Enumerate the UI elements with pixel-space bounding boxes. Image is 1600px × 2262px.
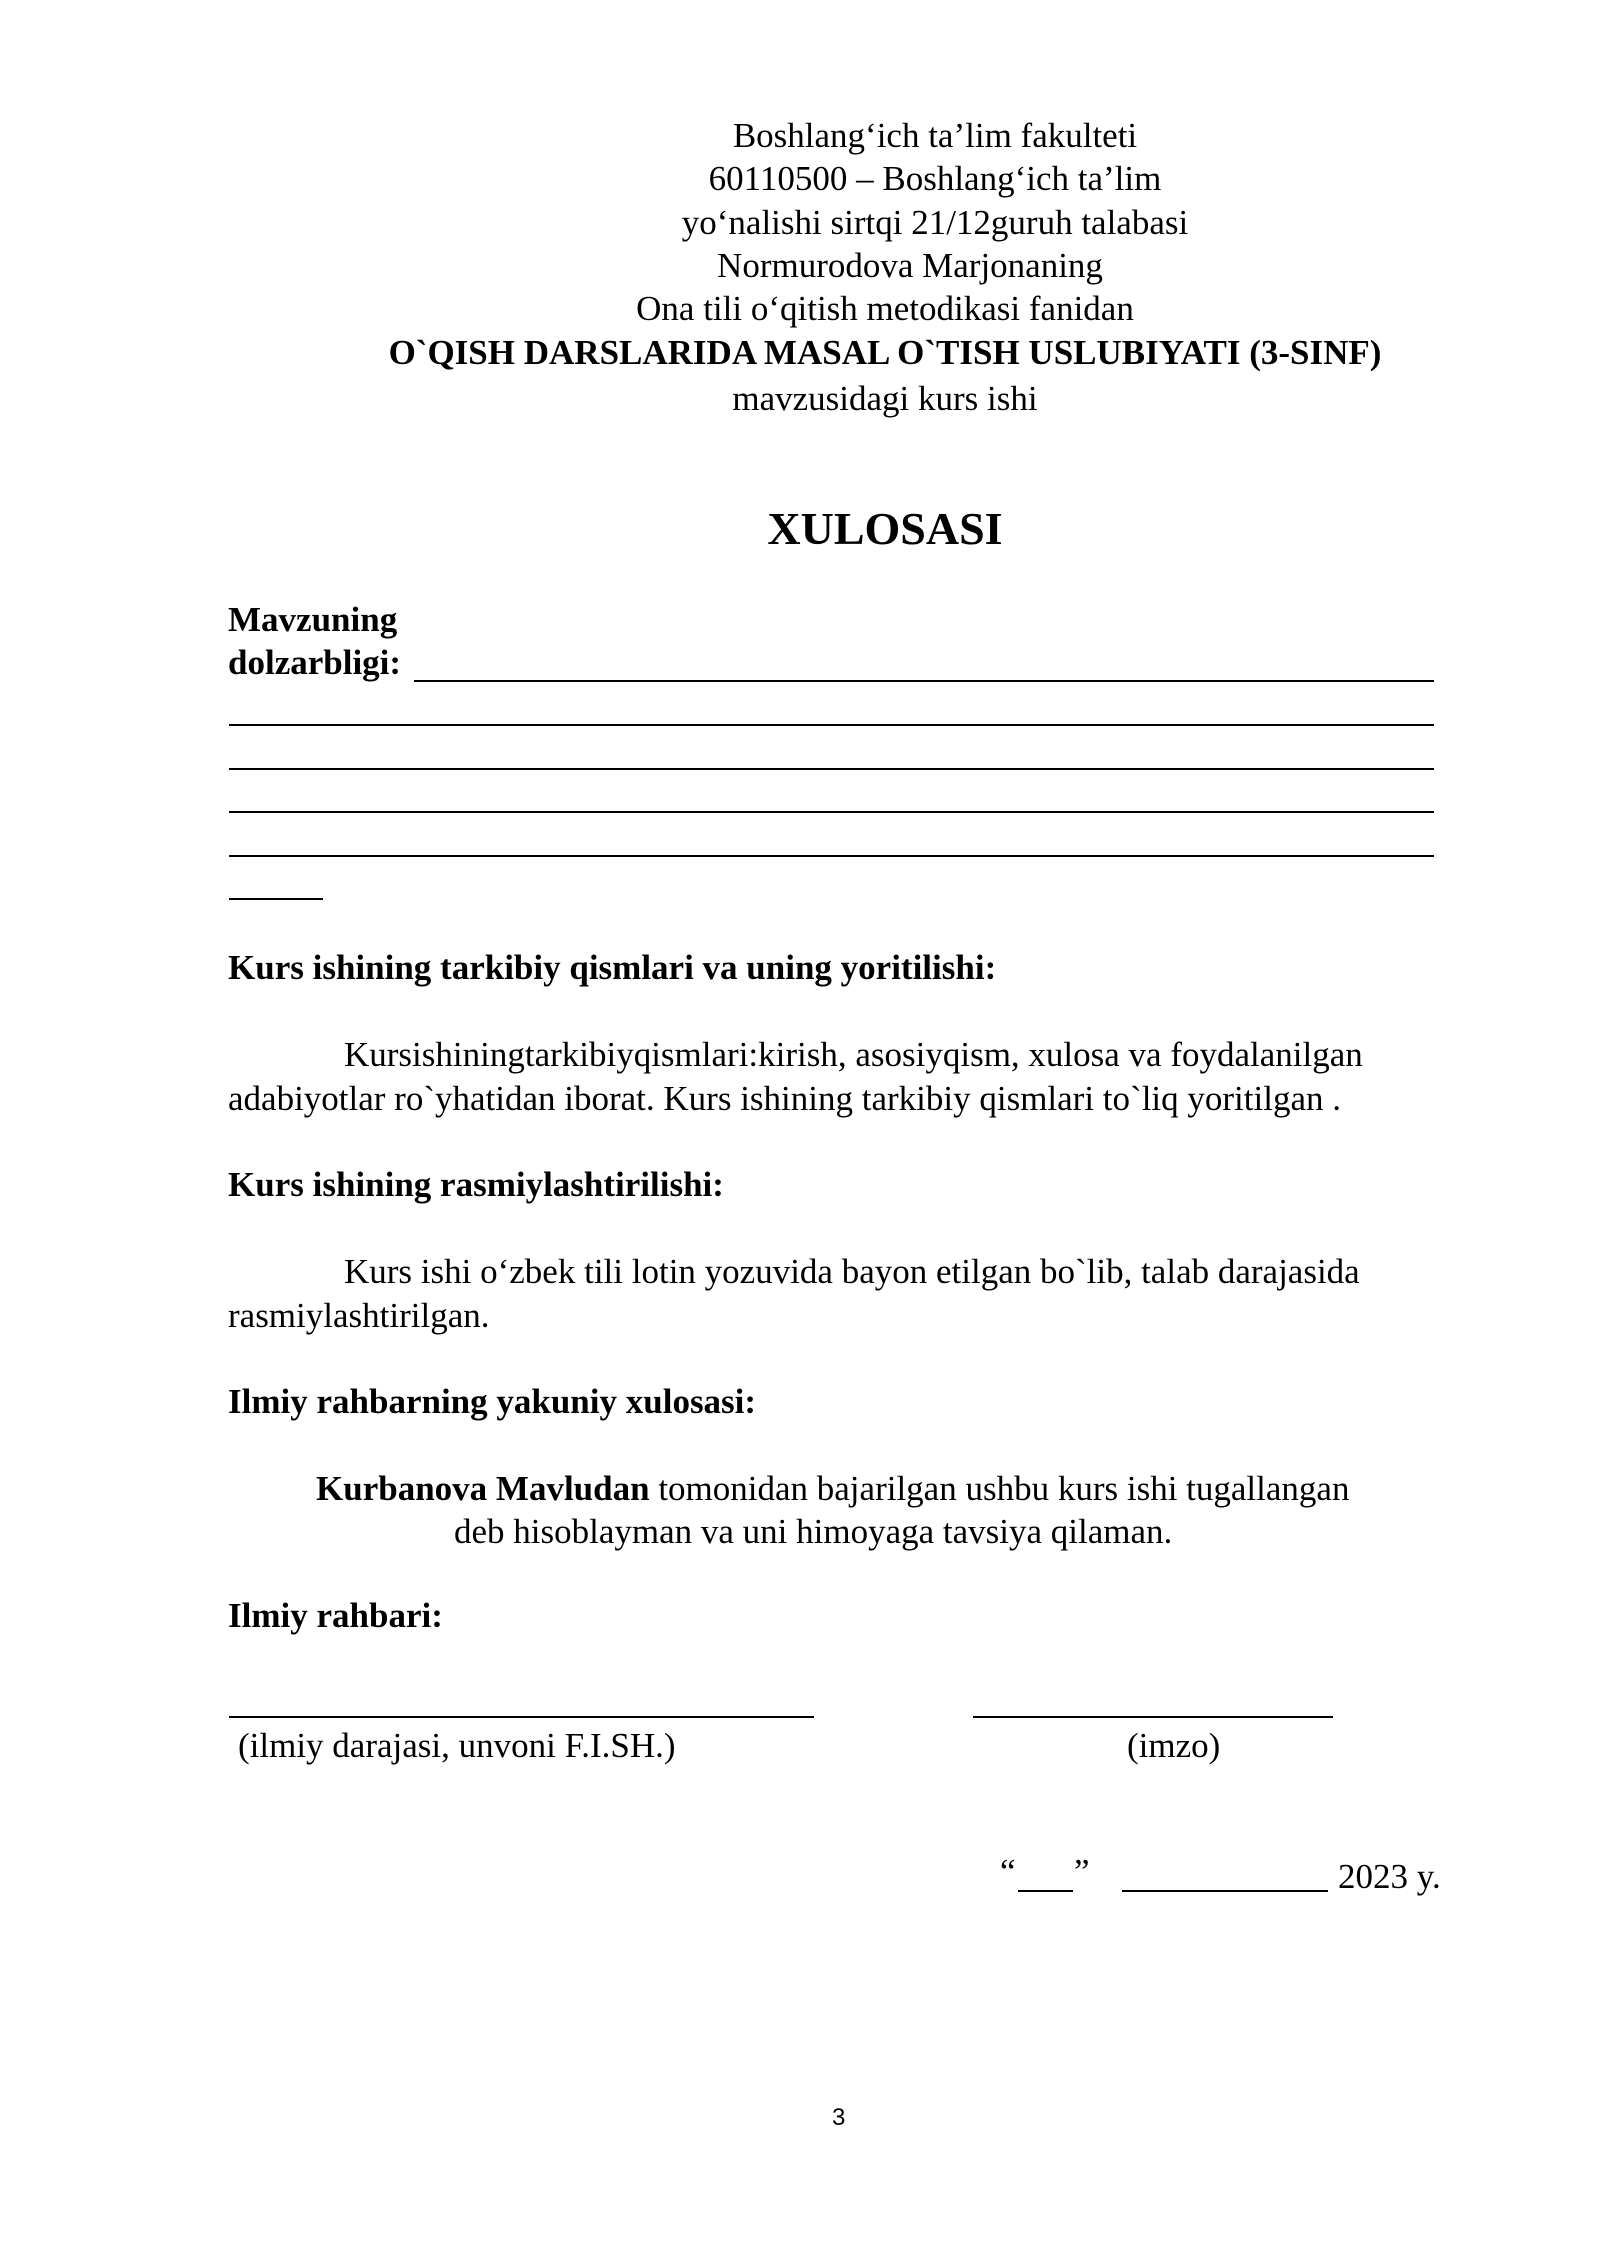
formatting-text-line2: rasmiylashtirilgan. [228, 1296, 490, 1335]
structure-text-line1: Kursishiningtarkibiyqismlari:kirish, asosiyqism, xulosa va foydalanilgan [344, 1035, 1363, 1074]
formatting-heading: Kurs ishining rasmiylashtirilishi: [228, 1165, 724, 1204]
conclusion-text-line2: deb hisoblayman va uni himoyaga tavsiya qilaman. [454, 1512, 1173, 1551]
conclusion-text-line1: Kurbanova Mavludan tomonidan bajarilgan ushbu kurs ishi tugallangan [316, 1469, 1350, 1508]
signature-caption: (imzo) [1127, 1726, 1221, 1765]
subject-line: Ona tili o‘qitish metodikasi fanidan [636, 289, 1134, 328]
date-month-blank [1122, 1890, 1328, 1892]
relevance-blank-line [229, 855, 1434, 857]
relevance-blank-line [229, 724, 1434, 726]
topic-title: O`QISH DARSLARIDA MASAL O`TISH USLUBIYATI (3-SINF) [388, 333, 1382, 372]
structure-heading: Kurs ishining tarkibiy qismlari va uning yoritilishi: [228, 948, 997, 987]
advisor-student-name: Kurbanova Mavludan [316, 1469, 650, 1508]
relevance-blank-line [229, 898, 323, 900]
page-number: 3 [832, 2104, 846, 2131]
signature-line [973, 1716, 1333, 1718]
date-close-quote: ” [1074, 1852, 1090, 1891]
relevance-blank-line [229, 811, 1434, 813]
date-open-quote: “ [1000, 1852, 1016, 1891]
formatting-text-line1: Kurs ishi o‘zbek tili lotin yozuvida bayon etilgan bo`lib, talab darajasida [344, 1252, 1360, 1291]
supervisor-label: Ilmiy rahbari: [228, 1596, 443, 1635]
student-name: Normurodova Marjonaning [717, 246, 1103, 285]
relevance-label-line1: Mavzuning [228, 600, 398, 639]
relevance-blank-line [414, 680, 1434, 682]
faculty-line: Boshlang‘ich ta’lim fakulteti [732, 116, 1138, 155]
date-year: 2023 y. [1338, 1857, 1441, 1896]
degree-signature-line [229, 1716, 814, 1718]
conclusion-heading: Ilmiy rahbarning yakuniy xulosasi: [228, 1382, 757, 1421]
page-title: XULOSASI [767, 503, 1003, 554]
degree-caption: (ilmiy darajasi, unvoni F.I.SH.) [238, 1726, 676, 1765]
structure-text-line2: adabiyotlar ro`yhatidan iborat. Kurs ishining tarkibiy qismlari to`liq yoritilgan . [228, 1079, 1341, 1118]
specialty-line: 60110500 – Boshlang‘ich ta’lim [708, 159, 1162, 198]
work-type-line: mavzusidagi kurs ishi [732, 379, 1038, 418]
group-line: yo‘nalishi sirtqi 21/12guruh talabasi [681, 203, 1189, 242]
date-day-blank [1018, 1890, 1073, 1892]
relevance-blank-line [229, 768, 1434, 770]
relevance-label-line2: dolzarbligi: [228, 643, 402, 682]
